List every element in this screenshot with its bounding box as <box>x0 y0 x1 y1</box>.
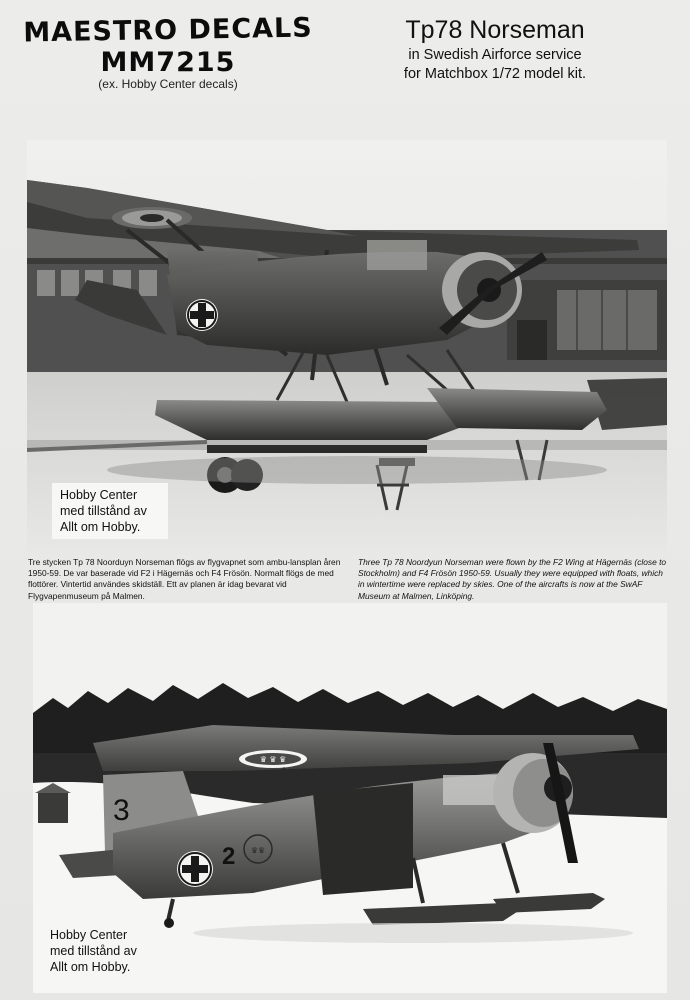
title-block <box>370 14 620 84</box>
credit-line-3: Allt om Hobby. <box>60 520 141 534</box>
origin-note: (ex. Hobby Center decals) <box>98 77 238 91</box>
subtitle-line-2: for Matchbox 1/72 model kit. <box>403 66 587 82</box>
fuselage-number: 2 <box>222 843 236 870</box>
caption-swedish: Tre stycken Tp 78 Noorduyn Norseman flögs av flygvapnet som ambu-lansplan åren 1950-59. De var baserade vid F2 i Hägernäs och F4 Frösön. Normalt flögs de med flottörer. Vintertid användes skidställ. Ett av planen är idag bevarat vid Flygvapenmuseum på Malmen. <box>28 557 341 601</box>
credit-line-2: med tillstånd av <box>50 944 137 958</box>
credit-line-2: med tillstånd av <box>60 504 147 518</box>
brand-block <box>18 14 318 91</box>
credit-line-1: Hobby Center <box>60 488 138 502</box>
tail-number: 3 <box>113 794 130 827</box>
photo-captions <box>28 557 668 603</box>
svg-text:♛ ♛ ♛: ♛ ♛ ♛ <box>259 755 287 764</box>
credit-line-1: Hobby Center <box>50 928 128 942</box>
product-code: MM7215 <box>100 47 236 78</box>
brand-name: MAESTRO DECALS <box>23 12 313 49</box>
subtitle-line-1: in Swedish Airforce service <box>408 47 582 63</box>
caption-english: Three Tp 78 Noordyun Norseman were flown by the F2 Wing at Hägernäs (close to Stockholm) and F4 Frösön 1950-59. Usually they were equipped with floats, which in wintertime were replaced by skies. One of the aircrafts is now at the SwAF Museum at Malmen, Linköping. <box>358 557 667 601</box>
svg-text:♛♛: ♛♛ <box>250 846 266 855</box>
photo-credit-bottom <box>44 925 166 977</box>
photo-credit-top <box>52 483 168 539</box>
page-title: Tp78 Norseman <box>405 16 585 44</box>
credit-line-3: Allt om Hobby. <box>50 960 131 974</box>
